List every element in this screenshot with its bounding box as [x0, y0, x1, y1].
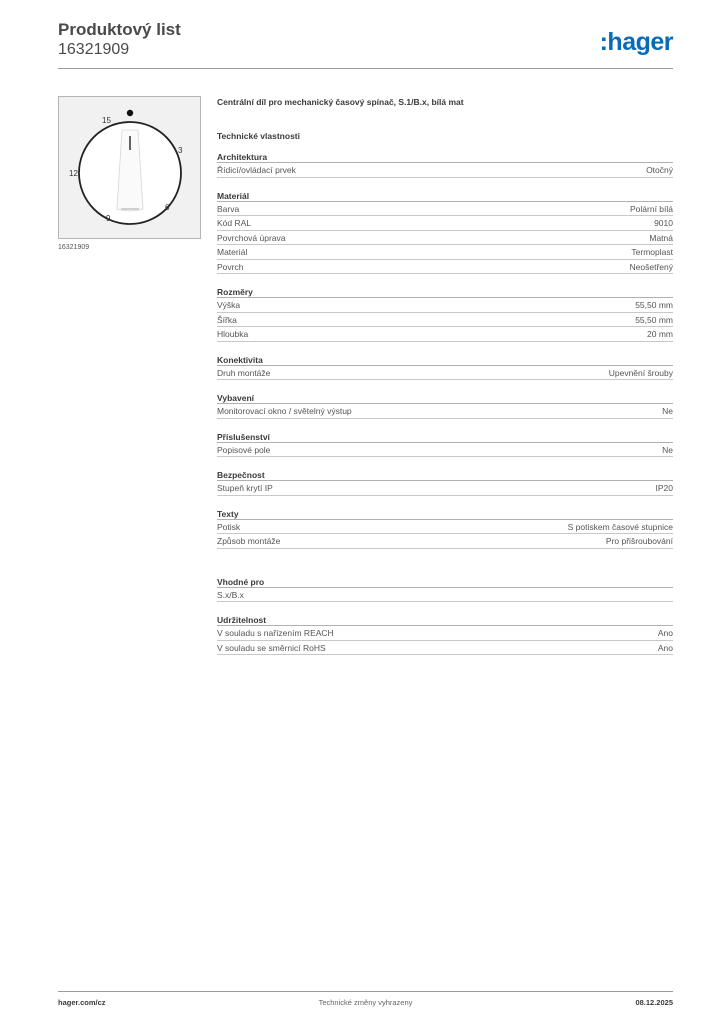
spec-label: Potisk — [217, 521, 241, 532]
spec-groups — [217, 151, 673, 655]
group-title: Bezpečnost — [217, 469, 673, 481]
spec-label: Stupeň krytí IP — [217, 483, 273, 493]
spec-value: IP20 — [655, 483, 673, 493]
spec-row — [217, 327, 673, 342]
spec-row — [217, 313, 673, 328]
spec-value: 9010 — [654, 218, 673, 228]
spec-row — [217, 588, 673, 603]
document-date: 08.12.2025 — [635, 998, 673, 1007]
group-title: Vhodné pro — [217, 576, 673, 588]
timer-dial-illustration — [59, 97, 200, 238]
spec-value: Otočný — [646, 165, 673, 175]
technical-properties-heading: Technické vlastnosti — [217, 131, 300, 141]
group-title: Texty — [217, 508, 673, 520]
page-header — [58, 20, 673, 70]
product-image — [58, 96, 201, 239]
group-title: Konektivita — [217, 354, 673, 366]
spec-label: Způsob montáže — [217, 536, 281, 546]
spec-label: Šířka — [217, 314, 237, 325]
page-footer — [58, 998, 673, 1010]
spec-value: Ano — [657, 628, 673, 638]
spec-row — [217, 641, 673, 656]
spec-row — [217, 260, 673, 275]
spec-value: 55,50 mm — [635, 300, 673, 310]
spec-row — [217, 481, 673, 496]
group-title: Vybavení — [217, 392, 673, 404]
group-title: Rozměry — [217, 286, 673, 298]
dial-marker-dot — [127, 110, 133, 116]
spec-value: Ne — [662, 444, 673, 455]
disclaimer-text: Technické změny vyhrazeny — [318, 998, 413, 1007]
spec-row — [217, 298, 673, 313]
dial-label-3: 3 — [178, 146, 183, 155]
spec-label: Kód RAL — [217, 218, 252, 228]
spec-row — [217, 443, 673, 458]
spec-label: Druh montáže — [217, 367, 271, 378]
spec-value: Ne — [662, 406, 673, 416]
spec-value: Termoplast — [631, 247, 673, 257]
dial-label-6: 6 — [165, 203, 170, 212]
image-caption: 16321909 — [58, 244, 90, 251]
spec-row — [217, 404, 673, 419]
spec-row — [217, 366, 673, 381]
group-title: Příslušenství — [217, 431, 673, 443]
spec-value: Neošetřený — [629, 261, 673, 272]
group-title: Udržitelnost — [217, 614, 673, 626]
spec-value: Polární bílá — [630, 203, 673, 214]
spec-value: Upevnění šrouby — [608, 367, 673, 378]
website-link[interactable]: hager.com/cz — [58, 998, 106, 1007]
spec-label: V souladu se směrnicí RoHS — [217, 642, 326, 653]
document-title: Produktový list — [58, 20, 181, 39]
spec-row — [217, 231, 673, 246]
spec-row — [217, 626, 673, 641]
header-divider — [58, 68, 673, 69]
spec-row — [217, 216, 673, 231]
spec-label: V souladu s nařízením REACH — [217, 628, 334, 638]
spec-row — [217, 163, 673, 178]
spec-value: Matná — [649, 232, 673, 243]
spec-label: Monitorovací okno / světelný výstup — [217, 406, 352, 416]
spec-row — [217, 520, 673, 535]
spec-row — [217, 245, 673, 260]
group-title: Architektura — [217, 151, 673, 163]
dial-label-9: 9 — [106, 214, 111, 223]
spec-label: Povrch — [217, 261, 244, 272]
spec-content — [217, 96, 673, 655]
spec-label: Řídicí/ovládací prvek — [217, 165, 296, 175]
product-number: 16321909 — [58, 41, 130, 58]
spec-value: Ano — [657, 642, 673, 653]
spec-label: Výška — [217, 300, 241, 310]
spec-label: Popisové pole — [217, 444, 271, 455]
dial-label-15: 15 — [102, 116, 111, 125]
spec-label: Barva — [217, 203, 240, 214]
hager-logo: :hager — [599, 28, 673, 56]
spec-label: Materiál — [217, 247, 248, 257]
spec-label: S.x/B.x — [217, 589, 244, 600]
spec-row — [217, 202, 673, 217]
spec-value: 20 mm — [647, 329, 673, 339]
spec-value: Pro přišroubování — [605, 536, 673, 546]
footer-divider — [58, 991, 673, 992]
spec-value: S potiskem časové stupnice — [567, 521, 673, 532]
group-title: Materiál — [217, 190, 673, 202]
dial-label-12: 12 — [69, 169, 78, 178]
product-description: Centrální díl pro mechanický časový spínač, S.1/B.x, bílá mat — [217, 97, 464, 107]
spec-value: 55,50 mm — [635, 314, 673, 325]
spec-label: Hloubka — [217, 329, 249, 339]
spec-row — [217, 534, 673, 549]
spec-label: Povrchová úprava — [217, 232, 286, 243]
